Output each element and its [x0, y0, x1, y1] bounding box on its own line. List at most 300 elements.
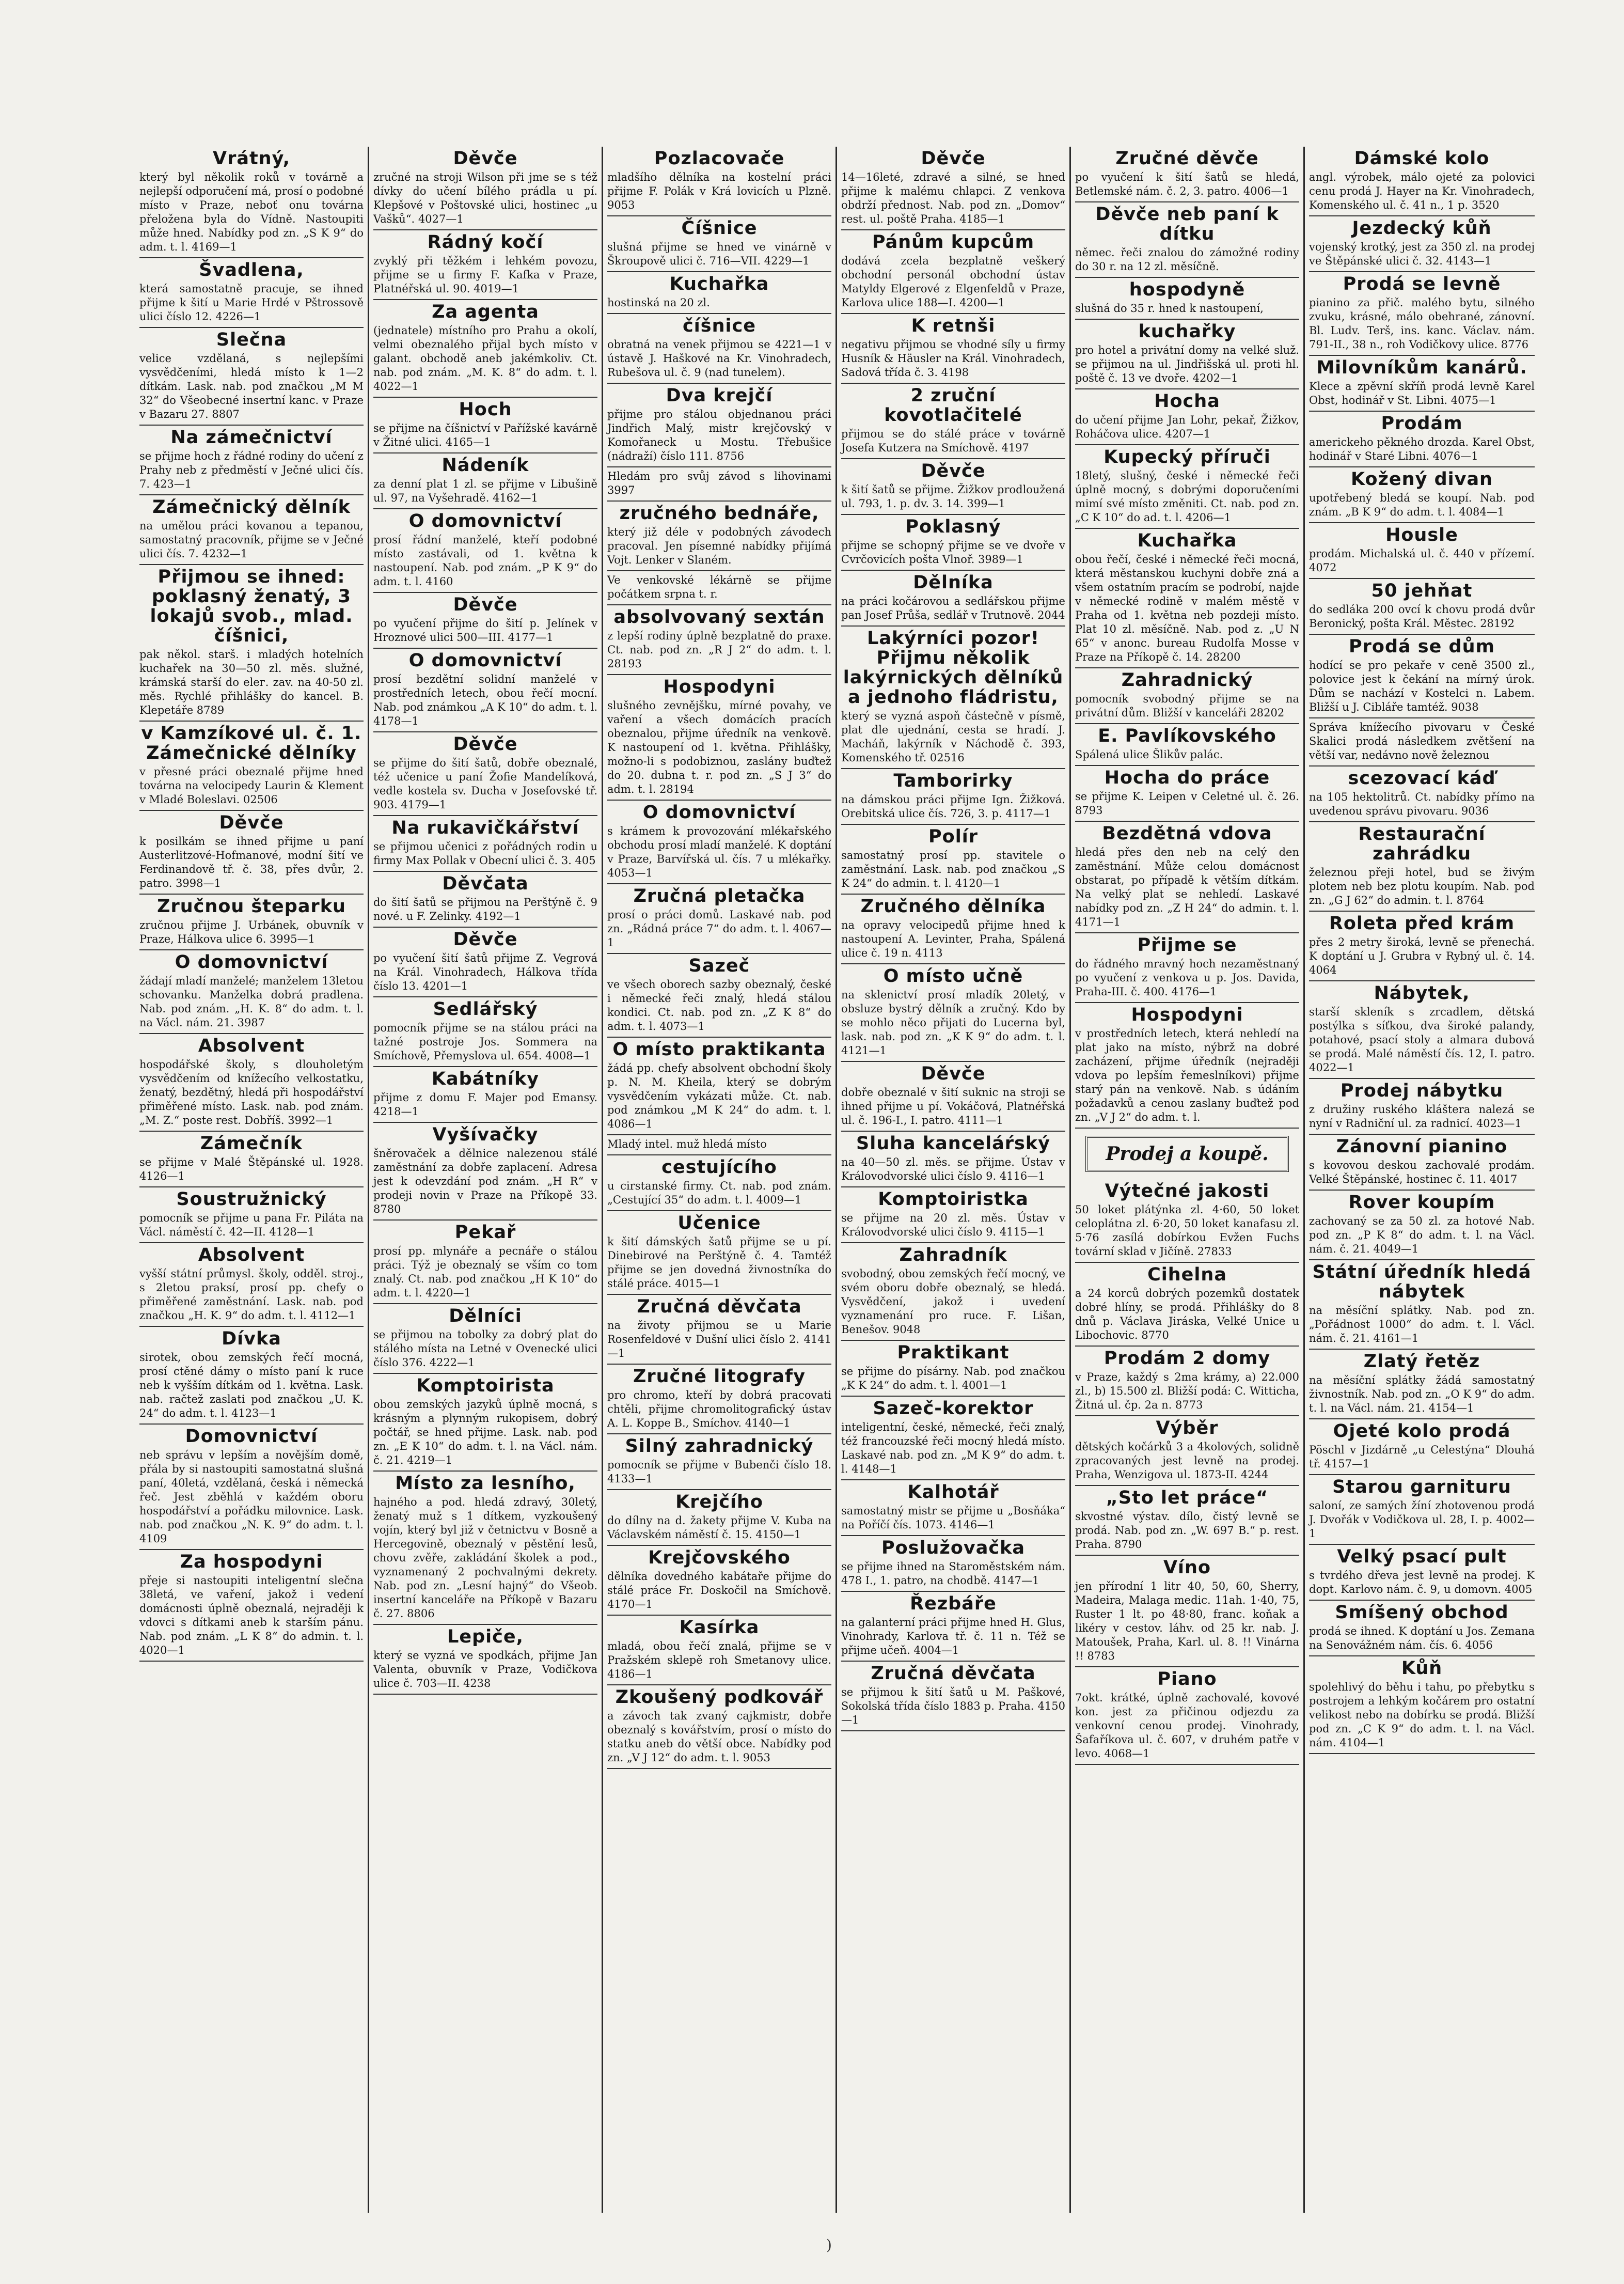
ad-heading: Učenice [677, 1213, 761, 1233]
classified-ad [841, 1480, 1065, 1536]
ad-body: na 40—50 zl. měs. se přijme. Ústav v Královodvorské ulici číslo 9. 4116—1 [841, 1156, 1065, 1182]
ad-body: který již déle v podobných závodech pracoval. Jen písemné nabídky přijímá Vojt. Lenker v Slaném. [607, 526, 831, 566]
classified-ad [1309, 1350, 1535, 1419]
ad-heading: Ojeté kolo prodá [1333, 1421, 1511, 1442]
ad-heading: 50 jehňat [1371, 581, 1473, 601]
ad-heading: Vrátný, [212, 148, 290, 169]
ad-body: němec. řeči znalou do zámožné rodiny do 30 r. na 12 zl. měsíčně. [1075, 246, 1299, 273]
ad-body: zvyklý při těžkém i lehkém povozu, přijme se u firmy F. Kafka v Praze, Platnéřská ul. 90. 4019—1 [373, 255, 597, 295]
ad-heading: O místo učně [883, 966, 1023, 987]
ad-heading: Zručná pletačka [633, 886, 806, 906]
ad-heading: Zručná děvčata [637, 1296, 802, 1317]
page-footer-mark: ) [826, 2236, 832, 2254]
ad-heading: Děvčata [442, 873, 529, 894]
ad-heading: Prodá se levně [1343, 274, 1501, 294]
ad-heading: Zručného dělníka [860, 896, 1046, 917]
classified-ad [841, 1132, 1065, 1187]
classified-ad [1309, 718, 1535, 766]
ad-heading: Na zámečnictví [170, 427, 333, 448]
ad-body: starší skleník s zrcadlem, dětská postýlka s síťkou, dva široké palandy, potahové, psací stoly a almara dubová se prodá. Malé náměstí čís. 12, I. patro. 4022—1 [1309, 1006, 1535, 1074]
ad-heading: hospodyně [1129, 279, 1245, 300]
ad-heading: Dělníci [449, 1306, 522, 1326]
ad-body: do šití šatů se přijmou na Perštýně č. 9 nové. u F. Zelinky. 4192—1 [373, 896, 597, 922]
classified-ad [373, 997, 597, 1067]
classified-ad [607, 571, 831, 605]
ad-heading: Slečna [216, 330, 287, 350]
ad-heading: Zručné děvče [1115, 148, 1259, 169]
ad-body: na měsíční splátky. Nab. pod zn. „Pořádnost 1000“ do adm. t. l. Václ. nám. č. 21. 4161—1 [1309, 1304, 1535, 1344]
classified-ad [139, 1132, 364, 1187]
ad-body: pomocník přijme se na stálou práci na tažné postroje Jos. Sommera na Smíchově, Přemyslova ul. 654. 4008—1 [373, 1022, 597, 1062]
ad-heading: Komptoiristа [416, 1375, 555, 1396]
ad-heading: Silný zahradnický [625, 1436, 814, 1457]
ad-body: zachovaný se za 50 zl. za hotové Nab. pod zn. „P K 8“ do adm. t. l. na Václ. nám. č. 21. 4049—1 [1309, 1215, 1535, 1255]
ad-body: hodící se pro pekaře v ceně 3500 zl., polovice jest k čekání na mírný úrok. Dům se nachází v Kostelci n. Labem. Bližší u J. Cibláře tamtéž. 9038 [1309, 659, 1535, 713]
ad-heading: Restaurační zahrádku [1358, 824, 1486, 864]
classified-ad [841, 384, 1065, 459]
ad-heading: kuchařky [1138, 321, 1236, 342]
classified-ad [373, 928, 597, 997]
ad-body: prodá se ihned. K doptání u Jos. Zemana na Senovážném nám. čís. 6. 4056 [1309, 1625, 1535, 1651]
classified-ad [373, 1472, 597, 1625]
ad-heading: číšnice [683, 316, 756, 336]
classified-ad [1309, 1419, 1535, 1475]
ad-heading: Děvče [453, 929, 518, 950]
ad-heading: scezovací káď [1348, 768, 1496, 789]
ad-heading: Dámské kolo [1354, 148, 1490, 169]
classified-ad [1309, 766, 1535, 822]
ad-body: neb správu v lepším a novějším domě, přála by si nastoupiti samostatná slušná paní, 40letá, vzdělaná, česká i německá řeč. Jest zběhlá v každém oboru hospodářství a pořádku milovnice. Lask. nab. pod značkou „N. K. 9“ do adm. t. l. 4109 [139, 1449, 364, 1545]
ad-heading: Děvče neb paní k dítku [1095, 204, 1279, 244]
ad-body: prodám. Michalská ul. č. 440 v přízemí. 4072 [1309, 547, 1535, 574]
ad-heading: Kalhotář [907, 1482, 999, 1503]
ad-heading: zručného bednáře, [619, 503, 819, 524]
ad-heading: Zánovní pianino [1336, 1136, 1508, 1157]
classified-ad [1075, 278, 1299, 320]
ad-body: přijme pro stálou objednanou práci Jindřich Malý, mistr krejčovský v Komořaneck u Mostu. Třebušice (nádraží) číslo 111. 8756 [607, 408, 831, 462]
classified-ad [1075, 668, 1299, 724]
ad-body: u cirstanské firmy. Ct. nab. pod znám. „Cestující 35“ do adm. t. l. 4009—1 [607, 1180, 831, 1206]
classified-ad [1075, 1347, 1299, 1416]
classified-ad [841, 964, 1065, 1062]
classified-ad [373, 593, 597, 649]
ad-heading: Absolvent [198, 1036, 305, 1056]
classified-ad [841, 1662, 1065, 1731]
ad-heading: Milovníkům kanárů. [1316, 357, 1527, 378]
classified-ad [139, 328, 364, 426]
ad-body: slušného zevnějšku, mírné povahy, ve vaření a všech domácích pracích obeznalou, přijme úředník na venkově. K nastoupení od 1. května. Přihlášky, možno-li s podobiznou, zaslány buďtež do 20. dubna t. r. pod zn. „S J 3“ do adm. t. l. 28194 [607, 699, 831, 795]
ad-heading: Zkoušený podkovář [615, 1687, 824, 1708]
ad-body: Klece a zpěvní skříň prodá levně Karel Obst, hodinář v St. Libni. 4075—1 [1309, 380, 1535, 406]
ad-body: na umělou práci kovanou a tepanou, samostatný pracovník, přijme se v Ječné ulici čís. 7. 4232—1 [139, 520, 364, 560]
ad-heading: Děvče [453, 595, 518, 615]
ad-body: na sklenictví prosí mladík 20letý, v obsluze bystrý dělník a zručný. Kdo by se mohlo něco přijati do Lucerna byl, lask. nab. pod zn. „K K 9“ do adm. t. l. 4121—1 [841, 989, 1065, 1057]
classified-ad [1309, 1545, 1535, 1601]
ad-heading: Zručné litografy [633, 1366, 806, 1387]
classified-ad [373, 398, 597, 453]
ad-heading: Pánům kupcům [872, 232, 1035, 253]
ad-body: který se vyzná ve spodkách, přijme Jan Valenta, obuvník v Praze, Vodičkova ulice č. 703—II. 4238 [373, 1649, 597, 1689]
ad-heading: Sedlářský [433, 999, 538, 1020]
ad-body: se přijme K. Leipen v Celetné ul. č. 26. 8793 [1075, 790, 1299, 817]
classified-ad [841, 459, 1065, 515]
classified-ad [607, 1434, 831, 1490]
ad-heading: O domovnictví [175, 952, 328, 973]
ad-body: se přijmou učenici z pořádných rodin u firmy Max Pollak v Obecní ulici č. 3. 405 [373, 840, 597, 867]
classified-ad [139, 1425, 364, 1550]
classified-ad [607, 1038, 831, 1135]
classified-ad [1075, 1667, 1299, 1765]
ad-heading: Nádeník [442, 455, 529, 476]
classified-ad [841, 1536, 1065, 1592]
classified-ad [373, 1067, 597, 1123]
classified-ad [139, 147, 364, 258]
classified-ad [139, 1243, 364, 1327]
classified-ad [841, 1243, 1065, 1341]
ad-body: svobodný, obou zemských řečí mocný, ve svém oboru dobře obeznalý, se hledá. Vysvědčení, jakož i uvedení vyznamenání pro ruce. F. Lišan, Benešov. 9048 [841, 1268, 1065, 1336]
classified-ad [139, 722, 364, 811]
ad-heading: Kuchařka [1137, 530, 1237, 551]
ad-body: saloní, ze samých žíní zhotovenou prodá J. Dvořák v Vodičkova ul. 28, I. p. 4002—1 [1309, 1499, 1535, 1540]
classified-ad [607, 1685, 831, 1769]
classified-ad [1309, 272, 1535, 356]
ad-body: po vyučení přijme do šití p. Jelínek v Hroznové ulici 500—III. 4177—1 [373, 617, 597, 644]
ad-heading: Víno [1163, 1557, 1211, 1578]
ad-body: se přijme na číšnictví v Pařížské kavárně v Žitné ulici. 4165—1 [373, 422, 597, 448]
ad-body: dělníka dovedného kabátaře přijme do stálé práce Fr. Doskočil na Smíchově. 4170—1 [607, 1570, 831, 1610]
ad-body: prosí řádní manželé, kteří podobné místo zastávali, od 1. května k nastoupení. Nab. pod znám. „P K 9“ do adm. t. l. 4160 [373, 534, 597, 588]
ad-body: přes 2 metry široká, levně se přenechá. K doptání u J. Grubra v Rybný ul. č. 14. 4064 [1309, 936, 1535, 976]
classified-ad [373, 1123, 597, 1221]
classified-ad [1075, 766, 1299, 822]
ad-body: na galanterní práci přijme hned H. Glus, Vinohrady, Karlova tř. č. 11 n. Též se přijme učeň. 4004—1 [841, 1616, 1065, 1656]
ad-heading: Bezdětná vdova [1102, 823, 1272, 844]
ad-body: (jednatele) místního pro Prahu a okolí, velmi obeznalého přijal bych místo v galant. obchodě aneb jakémkoliv. Ct. nab. pod znám. „M. K. 8“ do adm. t. l. 4022—1 [373, 324, 597, 393]
ad-body: do dílny na d. žakety přijme V. Kuba na Václavském náměstí č. 15. 4150—1 [607, 1514, 831, 1541]
ad-heading: Rádný kočí [427, 232, 544, 253]
ad-body: který se vyzná aspoň částečně v písmě, plat dle ujednání, cesta se hradí. J. Macháň, lakýrník v Náchodě č. 393, Komenského tř. 02516 [841, 710, 1065, 764]
ad-heading: Piano [1157, 1669, 1217, 1689]
ad-heading: Zámečnický dělník [152, 497, 351, 518]
classified-ad [1075, 933, 1299, 1003]
classified-ad [1309, 1475, 1535, 1545]
column-1 [135, 147, 369, 2213]
ad-heading: E. Pavlíkovského [1098, 726, 1276, 746]
classified-ad [841, 1341, 1065, 1397]
ad-heading: Kuchařka [669, 274, 769, 294]
classified-ad [373, 816, 597, 872]
classified-ad [139, 258, 364, 328]
classified-ad [1309, 579, 1535, 635]
ad-body: šněrovaček a dělnice nalezenou stálé zaměstnání za dobře zaplacení. Adresa jest k odevzdání pod znám. „H R“ v prodeji novin v Praze na Příkopě 33. 8780 [373, 1147, 597, 1215]
classified-ad [1075, 1486, 1299, 1556]
classified-ad [607, 467, 831, 502]
ad-body: se přijmou na tobolky za dobrý plat do stálého místa na Letné v Ovenecké ulici číslo 376. 4222—1 [373, 1328, 597, 1369]
classified-ad [1075, 724, 1299, 766]
classified-ad [1309, 1191, 1535, 1260]
classified-ad [139, 1187, 364, 1243]
classified-ad [607, 272, 831, 314]
ad-heading: Krejčovského [648, 1547, 791, 1568]
ad-heading: Prodá se dům [1348, 636, 1495, 657]
classified-ad [1075, 1263, 1299, 1347]
classified-ad [607, 1616, 831, 1685]
classified-ad [607, 605, 831, 675]
classified-ad [607, 502, 831, 571]
ad-heading: Zahradnický [1121, 670, 1253, 691]
ad-heading: Poklasný [905, 517, 1001, 537]
ad-body: 14—16leté, zdravé a silné, se hned přijme k malému chlapci. Z venkova obdrží přednost. Nab. pod zn. „Domov“ rest. ul. poště Praha. 4185—1 [841, 171, 1065, 225]
ad-body: jen přírodní 1 litr 40, 50, 60, Sherry, Madeira, Malaga medic. 11ah. 1·40, 75, Ruster 1 lt. po 48·80, franc. koňak a likéry v cestov. láhv. od 25 kr. nab. J. Matoušek, Praha, Karl. ul. 8. !! Vinárna !! 8783 [1075, 1580, 1299, 1662]
ad-heading: Polír [928, 826, 978, 847]
ad-body: dodává zcela bezplatně veškerý obchodní personál obchodní ústav Matyldy Elgerové z Elgenfeldů v Praze, Karlova ulice 188—I. 4200—1 [841, 255, 1065, 309]
ad-heading: Pekař [454, 1222, 516, 1243]
ad-heading: Lepiče, [447, 1626, 524, 1647]
ad-body: na práci kočárovou a sedlářskou přijme pan Josef Průša, sedlář v Trutnově. 2044 [841, 595, 1065, 621]
section-heading-box: Prodej a koupě. [1085, 1136, 1289, 1172]
ad-heading: Kupecký příruči [1103, 447, 1271, 467]
classified-ad [1309, 467, 1535, 523]
classified-ad [1075, 147, 1299, 202]
classified-ad [1309, 1601, 1535, 1656]
classified-ad [373, 649, 597, 732]
ad-body: z družiny ruského kláštera nalezá se nyní v Radniční ul. za radnicí. 4023—1 [1309, 1103, 1535, 1130]
ad-body: negativu přijmou se vhodné síly u firmy Husník & Häusler na Král. Vinohradech, Sadová třída č. 3. 4198 [841, 338, 1065, 379]
ad-body: pomocník se přijme v Bubenči číslo 18. 4133—1 [607, 1459, 831, 1485]
classified-ad [607, 384, 831, 467]
ad-heading: „Sto let práce“ [1106, 1488, 1269, 1508]
classified-ad [1075, 320, 1299, 389]
classified-ad [841, 571, 1065, 627]
ad-heading: Děvče [921, 1063, 986, 1084]
ad-heading: Soustružnický [176, 1189, 327, 1210]
ad-heading: Prodej nábytku [1340, 1081, 1504, 1101]
column-5 [1071, 147, 1305, 2213]
ad-body: velice vzdělaná, s nejlepšími vysvědčeními, hledá místo k 1—2 dítkám. Lask. nab. pod značkou „M M 32“ do Všeobecné insertní kanc. v Praze v Bazaru 27. 8807 [139, 352, 364, 420]
classified-ad [607, 1155, 831, 1211]
classified-ad [139, 1550, 364, 1662]
classified-ad [607, 1546, 831, 1616]
classified-ad [841, 895, 1065, 964]
ad-body: na dámskou práci přijme Ign. Žižková. Orebitská ulice čís. 726, 3. p. 4117—1 [841, 793, 1065, 820]
classified-ad [139, 811, 364, 895]
ad-heading: Zámečník [200, 1133, 303, 1154]
ad-heading: O domovnictví [408, 650, 562, 671]
ad-body: do sedláka 200 ovcí k chovu prodá dvůr Beronický, pošta Král. Městec. 28192 [1309, 603, 1535, 630]
classified-ad [1075, 529, 1299, 668]
classified-ad [607, 1295, 831, 1365]
ad-body: zručné na stroji Wilson při jme se s též dívky do učení bílého prádla u pí. Klepšové v Poštovské ulici, hostinec „u Vašků“. 4027—1 [373, 171, 597, 225]
ad-body: obou zemských jazyků úplně mocná, s krásným a plynným rukopisem, dobrý počtář, se hned přijme. Lask. nab. pod zn. „E K 10“ do adm. t. l. na Václ. nám. č. 21. 4219—1 [373, 1398, 597, 1466]
ad-heading: absolvovaný sextán [613, 607, 825, 628]
classified-ad [373, 732, 597, 816]
ad-heading: Krejčího [675, 1492, 763, 1512]
ad-heading: Kasírka [679, 1617, 760, 1638]
ad-body: prosí o práci domů. Laskavé nab. pod zn. „Rádná práce 7“ do adm. t. l. 4067—1 [607, 909, 831, 949]
ad-heading: K retnši [911, 316, 996, 336]
ad-body: vojenský krotký, jest za 350 zl. na prodej ve Štěpánské ulici č. 32. 4143—1 [1309, 241, 1535, 267]
classified-ad [139, 1034, 364, 1132]
ad-body: s tvrdého dřeva jest levně na prodej. K dopt. Karlovo nám. č. 9, u domovn. 4005 [1309, 1569, 1535, 1595]
ad-heading: Velký psací pult [1337, 1546, 1507, 1567]
ad-heading: Hocha [1154, 391, 1220, 412]
ad-body: se přijme do písárny. Nab. pod značkou „K K 24“ do adm. t. l. 4001—1 [841, 1365, 1065, 1391]
ad-body: upotřebený bledá se koupí. Nab. pod znám. „B K 9“ do adm. t. l. 4084—1 [1309, 492, 1535, 518]
ad-heading: Pozlacovače [654, 148, 785, 169]
ad-body: Mladý intel. muž hledá místo [607, 1138, 767, 1150]
ad-heading: Dva krejčí [666, 385, 773, 406]
ad-body: zručnou přijme J. Urbánek, obuvník v Praze, Hálkova ulice 6. 3995—1 [139, 919, 364, 945]
ad-heading: Housle [1385, 525, 1458, 545]
ad-body: v prostředních letech, která nehledí na plat jako na místo, nýbrž na dobré zacházení, přijme úředník (nejraději vdova po lepším řemeslníkovi) přijme starý pán na venkově. Nab. s údáním požadavků a cenou zaslany buďtež pod zn. „V J 2“ do adm. t. l. [1075, 1027, 1299, 1123]
ad-heading: Dívka [222, 1328, 281, 1349]
ad-body: po vyučení k šití šatů se hledá, Betlemské nám. č. 2, 3. patro. 4006—1 [1075, 171, 1299, 197]
ad-body: pianino za přič. malého bytu, silného zvuku, krásné, málo obehrané, zánovní. Bl. Ludv. Terš, ins. kanc. Václav. nám. 791-II., 38 n., roh Vodičkovy ulice. 8776 [1309, 296, 1535, 351]
ad-body: inteligentní, české, německé, řeči znalý, též francouzské řeči mocný hledá místo. Laskavé nab. pod zn. „M K 9“ do adm. t. l. 4148—1 [841, 1421, 1065, 1475]
classified-ad [607, 314, 831, 384]
classified-ad [1309, 1260, 1535, 1350]
classified-ad [1075, 1003, 1299, 1129]
ad-body: která samostatně pracuje, se ihned přijme k šití u Marie Hrdé v Pštrossově ulici číslo 12. 4226—1 [139, 283, 364, 323]
classified-ad [139, 565, 364, 722]
ad-heading: Hocha do práce [1104, 768, 1270, 788]
ad-body: mladá, obou řečí znalá, přijme se v Pražském sklepě roh Smetanovy ulice. 4186—1 [607, 1640, 831, 1680]
ad-heading: Hospodyni [1131, 1005, 1243, 1025]
ad-heading: Sazeč [688, 956, 750, 976]
ad-body: do učení přijme Jan Lohr, pekař, Žižkov, Roháčova ulice. 4207—1 [1075, 414, 1299, 440]
classified-ad [1075, 445, 1299, 529]
ad-body: Ve venkovské lékárně se přijme počátkem srpna t. r. [607, 574, 831, 600]
classified-ad [1309, 216, 1535, 272]
ad-heading: Děvče [921, 148, 986, 169]
ad-body: 7okt. krátké, úplně zachovalé, kovové kon. jest za přičinou odjezdu za venkovní cenou prodej. Vinohrady, Šafaříkova ul. č. 607, v druhém patře v levo. 4068—1 [1075, 1692, 1299, 1760]
ad-body: pak někol. starš. i mladých hotelních kuchařek na 30—50 zl. měs. služné, krámská starší do elег. zav. na 40-50 zl. měs. Rychlé přihlášky do kancel. B. Klepetáře 8789 [139, 648, 364, 716]
ad-heading: Dělníka [913, 572, 994, 593]
classified-ad [841, 1062, 1065, 1132]
ad-body: do řádného mravný hoch nezaměstnaný po vyučení z venkova u p. Jos. Davida, Praha-III. č. 400. 4176—1 [1075, 958, 1299, 998]
ad-heading: Starou garnituru [1332, 1477, 1511, 1497]
ad-body: železnou přeji hotel, bud se živým plotem neb bez plotu koupím. Nab. pod zn. „G J 62“ do admin. t. l. 8764 [1309, 866, 1535, 906]
classified-ad [373, 453, 597, 509]
classified-ad [841, 515, 1065, 571]
ad-body: se přijme v Malé Štěpánské ul. 1928. 4126—1 [139, 1156, 364, 1182]
ad-heading: Výběr [1156, 1418, 1219, 1438]
classified-ad [841, 825, 1065, 895]
classified-ad [1075, 1179, 1299, 1263]
column-6 [1305, 147, 1539, 2213]
ad-body: ve všech oborech sazby obeznalý, české i německé řeči znalý, hledá stálou kondici. Ct. nab. pod zn. „Z K 8“ do adm. t. l. 4073—1 [607, 978, 831, 1033]
ad-body: na opravy velocipedů přijme hned k nastoupení A. Levinter, Praha, Spálená ulice č. 19 n. 4113 [841, 919, 1065, 959]
ad-body: skvostné výstav. dílo, čistý levně se prodá. Nab. pod zn. „W. 697 B.“ p. rest. Praha. 8790 [1075, 1510, 1299, 1551]
classified-ad [1075, 1556, 1299, 1667]
ad-body: se přijme ihned na Staroměstském nám. 478 I., 1. patro, na chodbě. 4147—1 [841, 1560, 1065, 1587]
ad-body: vyšší státní průmysl. školy, odděl. stroj., s 2letou praksí, prosí pp. chefy o přiměřené zaměstnání. Lask. nab. pod značkou „H. K. 9“ do adm. t. l. 4112—1 [139, 1268, 364, 1322]
classified-ad [607, 954, 831, 1038]
ad-heading: Přijmou se ihned: poklasný ženatý, 3 lokajů svob., mlad. číšnici, [150, 567, 353, 646]
ad-body: pro hotel a privátní domy na velké služ. se přijmou na ul. Jindřišská ul. proti hl. poště č. 13 ve dvoře. 4202—1 [1075, 344, 1299, 384]
ad-body: hospodářské školy, s dlouholetým vysvědčením od knížecího velkostatku, ženatý, bezdětný, hledá při hospodářství přiměřené místo. Lask. nab. pod znám. „M. Z.“ poste rest. Dobříš. 3992—1 [139, 1058, 364, 1127]
ad-body: pomocník se přijme u pana Fr. Piláta na Václ. náměstí č. 42—II. 4128—1 [139, 1212, 364, 1238]
column-2 [369, 147, 603, 2213]
classified-ad [1075, 202, 1299, 278]
ad-body: přijme z domu F. Majer pod Emansy. 4218—1 [373, 1091, 597, 1118]
ad-body: pomocník svobodný přijme se na privátní dům. Bližší v kanceláři 28202 [1075, 693, 1299, 719]
ad-body: k šití šatů se přijme. Žižkov prodloužená ul. 793, 1. p. dv. 3. 14. 399—1 [841, 483, 1065, 510]
classified-ad [841, 1592, 1065, 1662]
ad-body: Spálená ulice Šlikův palác. [1075, 748, 1223, 761]
ad-heading: v Kamzíkové ul. č. 1. Zámečnické dělníky [141, 723, 362, 763]
ad-heading: Zručnou šteparku [157, 896, 346, 917]
classified-ad [1309, 981, 1535, 1079]
ad-body: prosí pp. mlynáře a pecnáře o stálou práci. Týž je obeznalý se vším co tom znalý. Ct. nab. pod značkou „H K 10“ do adm. t. l. 4220—1 [373, 1245, 597, 1299]
ad-heading: Výtečné jakosti [1105, 1181, 1270, 1201]
ad-heading: Praktikant [897, 1342, 1010, 1363]
classified-ad [139, 950, 364, 1034]
ad-body: který byl několik roků v továrně a nejlepší odporučení má, prosí o podobné místo v Praze, neboť onu továrna přeložena byla do Vídně. Nastoupiti může hned. Nabídky pod zn. „S K 9“ do adm. t. l. 4169—1 [139, 171, 364, 253]
ad-body: angl. výrobek, málo ojeté za polovici cenu prodá J. Hayer na Kr. Vinohradech, Komenského ul. č. 41 n., 1 p. 3520 [1309, 171, 1535, 211]
column-4 [837, 147, 1071, 2213]
ad-heading: Přijme se [1137, 935, 1237, 956]
classified-ad [139, 495, 364, 565]
ad-body: Správa knížecího pivovaru v České Skalici prodá následkem zvětšení na větší var, nedávno nově železnou [1309, 721, 1535, 761]
ad-body: s krámem k provozování mlékařského obchodu prosí mladí manželé. K doptání v Praze, Barvířská ul. čís. 7 u mlékařky. 4053—1 [607, 825, 831, 879]
ad-body: žádá pp. chefy absolvent obchodní školy p. N. M. Kheila, který se dobrým vysvědčením vykázati může. Ct. nab. pod známkou „M K 24“ do adm. t. l. 4086—1 [607, 1062, 831, 1130]
ad-body: pro chromo, kteří by dobrá pracovati chtěli, přijme chromolitografický ústav A. L. Koppe B., Smíchov. 4140—1 [607, 1389, 831, 1429]
classified-ad [373, 230, 597, 300]
ad-heading: Tamborirky [893, 771, 1013, 791]
ad-heading: Prodám 2 domy [1103, 1348, 1271, 1369]
classified-ad [1075, 1416, 1299, 1486]
classified-ad [841, 627, 1065, 769]
ad-heading: Kožený divan [1351, 469, 1493, 490]
ad-body: se přijme do šití šatů, dobře obeznalé, též učenice u paní Žofie Mandelíková, vedle kostela sv. Ducha v Josefovské tř. 903. 4179—1 [373, 757, 597, 811]
ad-heading: Poslužovačka [881, 1538, 1025, 1558]
ad-heading: Zručná děvčata [871, 1663, 1036, 1684]
ad-body: 50 loket plátýnka zl. 4·60, 50 loket celoplátna zl. 6·20, 50 loket kanafasu zl. 5·76 zasílá dobírkou Evžen Fuchs tovární sklad v Jičíně. 27833 [1075, 1203, 1299, 1258]
classified-ad [607, 1365, 831, 1434]
classified-ad [1309, 635, 1535, 718]
classified-ad [841, 1397, 1065, 1480]
ad-heading: Zlatý řetěz [1363, 1351, 1480, 1372]
ad-body: obou řečí, české i německé řeči mocná, která městanskou kuchyni dobře zná a všem ostatním pracím se podrobí, najde v německé rodině v malém městě v Praha od 1. května neb pozdeji místo. Plat 10 zl. měsíčně. Nab. pod z. „U N 65“ v anonc. bureau Rudolfa Mosse v Praze na Příkopě č. 14. 28200 [1075, 553, 1299, 663]
ad-body: hajného a pod. hledá zdravý, 30letý, ženatý muž s 1 dítkem, vyzkoušený vojín, který byl již v četnictvu v Bosně a Hercegovině, obeznalý v pěstění lesů, chovu zvěře, zakládání školek a pod., vyznamenaný 2 pochvalnými dekrety. Nab. pod zn. „Lesní hajný“ do Všeob. insertní kanceláře na Příkopě v Bazaru č. 27. 8806 [373, 1496, 597, 1620]
classified-ad [607, 801, 831, 884]
classified-ad [1309, 1135, 1535, 1191]
ad-body: dětských kočárků 3 a 4kolových, solidně zpracovaných jest levně na prodej. Praha, Wenzigova ul. 1873-II. 4244 [1075, 1441, 1299, 1481]
ad-body: mladšího dělníka na kostelní práci přijme F. Polák v Krá lovicích u Plzně. 9053 [607, 171, 831, 211]
classified-ad [607, 884, 831, 954]
ad-heading: Prodám [1381, 413, 1463, 434]
ad-body: a 24 korců dobrých pozemků dostatek dobré hlíny, se prodá. Přihlášky do 8 dnů p. Václava Jiráska, Velké Unice u Libochovic. 8770 [1075, 1287, 1299, 1341]
ad-heading: Státní úředník hledá nábytek [1312, 1262, 1532, 1302]
classified-columns [135, 147, 1540, 2213]
classified-ad [1309, 822, 1535, 912]
ad-heading: Jezdecký kůň [1352, 218, 1492, 239]
ad-body: se přijme na 20 zl. měs. Ústav v Královodvorské ulici číslo 9. 4115—1 [841, 1212, 1065, 1238]
classified-ad [1309, 356, 1535, 412]
ad-heading: Domovnictví [185, 1426, 318, 1447]
ad-body: slušná přijme se hned ve vinárně v Škroupově ulici č. 716—VII. 4229—1 [607, 241, 831, 267]
ad-heading: Smíšený obchod [1335, 1602, 1509, 1623]
classified-ad [607, 1211, 831, 1295]
ad-heading: Cihelna [1147, 1264, 1227, 1285]
ad-body: samostatný prosí pp. stavitele o zaměstnání. Lask. nab. pod značkou „S K 24“ do admin. t. l. 4120—1 [841, 849, 1065, 889]
ad-body: přijmou se do stálé práce v továrně Josefa Kutzera na Smíchově. 4197 [841, 428, 1065, 454]
ad-heading: Děvče [921, 461, 986, 481]
ad-heading: Lakýrníci pozor! Přijmu několik lakýrnických dělníků a jednoho fládristu, [843, 628, 1064, 708]
classified-ad [373, 147, 597, 230]
classified-ad [607, 1490, 831, 1546]
